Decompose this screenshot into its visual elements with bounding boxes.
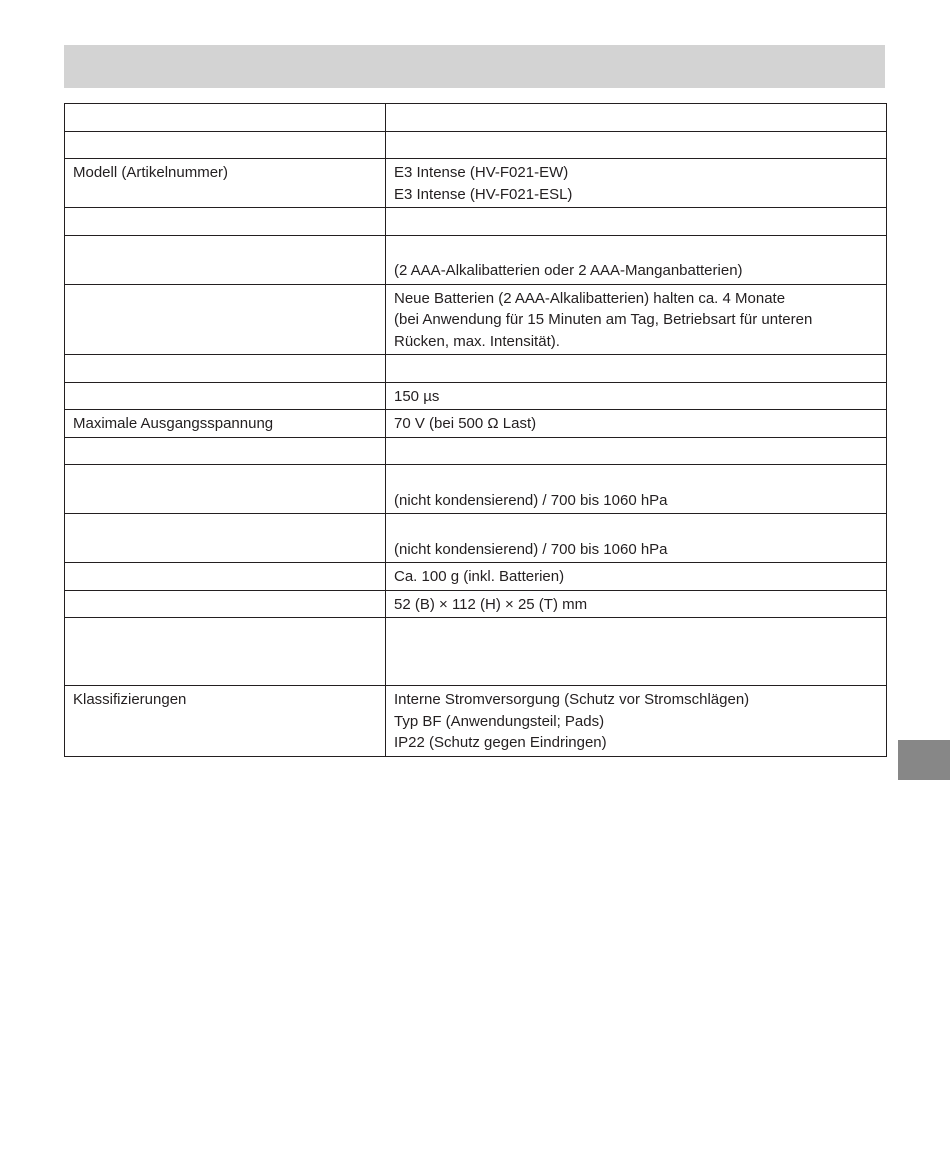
spec-label (73, 107, 377, 129)
spec-value-line: Neue Batterien (2 AAA-Alkalibatterien) halten ca. 4 Monate (394, 289, 786, 307)
spec-label-cell (65, 355, 386, 383)
table-row (65, 235, 887, 284)
spec-value-line: Interne Stromversorgung (Schutz vor Stromschlägen) (394, 691, 750, 708)
spec-value-line (394, 211, 878, 233)
table-row (65, 131, 887, 159)
spec-label-cell (65, 235, 386, 284)
spec-value-line: (nicht kondensierend) / 700 bis 1060 hPa (394, 491, 668, 509)
spec-label: Modell (Artikelnummer) (73, 164, 229, 181)
spec-label: Klassifizierungen (73, 691, 187, 708)
table-row (65, 284, 887, 355)
spec-value-line: E3 Intense (HV-F021-ESL) (394, 185, 573, 203)
spec-value-cell (386, 514, 887, 563)
spec-value-cell (386, 131, 887, 159)
spec-label-cell (65, 284, 386, 355)
spec-value-line (394, 107, 878, 129)
spec-label (73, 517, 377, 539)
spec-label-cell (65, 686, 386, 757)
spec-value-cell (386, 382, 887, 410)
table-row (65, 514, 887, 563)
table-row (65, 410, 887, 438)
spec-value-cell (386, 104, 887, 132)
spec-label-cell (65, 514, 386, 563)
table-row (65, 355, 887, 383)
spec-value-cell (386, 465, 887, 514)
spec-value-cell (386, 590, 887, 618)
table-row (65, 590, 887, 618)
spec-label (73, 386, 377, 408)
spec-label (73, 594, 377, 616)
spec-value-line: (nicht kondensierend) / 700 bis 1060 hPa (394, 540, 668, 558)
table-row (65, 208, 887, 236)
spec-label (73, 239, 377, 261)
spec-value-cell (386, 563, 887, 591)
spec-label: Maximale Ausgangsspannung (73, 415, 274, 432)
spec-label (73, 441, 377, 463)
spec-value-line (394, 358, 878, 380)
spec-label-cell (65, 590, 386, 618)
chapter-tab (898, 740, 950, 780)
table-row (65, 104, 887, 132)
spec-label (73, 468, 377, 490)
spec-value-line: (2 AAA-Alkalibatterien oder 2 AAA-Manganbatterien) (394, 262, 743, 279)
table-row (65, 159, 887, 208)
spec-label-cell (65, 159, 386, 208)
spec-value-cell (386, 159, 887, 208)
spec-label (73, 621, 377, 643)
spec-value-line (394, 517, 878, 539)
spec-value-line: 150 µs (394, 387, 440, 405)
spec-value-line: Typ BF (Anwendungsteil; Pads) (394, 712, 605, 730)
spec-label-cell (65, 382, 386, 410)
spec-value-line (394, 621, 878, 643)
spec-value-line (394, 135, 878, 157)
spec-value-cell (386, 410, 887, 438)
table-row (65, 686, 887, 757)
spec-value-line (394, 441, 878, 463)
table-row (65, 465, 887, 514)
specifications-table-body (65, 104, 887, 757)
spec-value-cell (386, 686, 887, 757)
spec-value-cell (386, 618, 887, 686)
spec-value-line: Ca. 100 g (inkl. Batterien) (394, 568, 565, 585)
spec-label-cell (65, 410, 386, 438)
spec-value-line: Rücken, max. Intensität). (394, 332, 560, 350)
spec-label-cell (65, 618, 386, 686)
spec-value-line (394, 239, 878, 261)
spec-value-cell (386, 284, 887, 355)
table-row (65, 382, 887, 410)
spec-value-cell (386, 355, 887, 383)
spec-value-line (394, 468, 878, 490)
spec-label-cell (65, 465, 386, 514)
spec-value-cell (386, 208, 887, 236)
spec-label (73, 288, 377, 310)
spec-label-cell (65, 208, 386, 236)
spec-value-line: 52 (B) × 112 (H) × 25 (T) mm (394, 595, 588, 613)
section-header-bar (64, 45, 885, 88)
table-row (65, 618, 887, 686)
table-row (65, 563, 887, 591)
spec-value-cell (386, 437, 887, 465)
spec-label-cell (65, 563, 386, 591)
table-row (65, 437, 887, 465)
specifications-table (64, 103, 887, 757)
spec-value-cell (386, 235, 887, 284)
spec-label (73, 358, 377, 380)
spec-label (73, 135, 377, 157)
spec-label-cell (65, 104, 386, 132)
spec-label (73, 566, 377, 588)
spec-value-line: E3 Intense (HV-F021-EW) (394, 164, 569, 181)
spec-label-cell (65, 131, 386, 159)
spec-label-cell (65, 437, 386, 465)
spec-value-line: IP22 (Schutz gegen Eindringen) (394, 734, 607, 751)
spec-label (73, 211, 377, 233)
spec-value-line: (bei Anwendung für 15 Minuten am Tag, Betriebsart für unteren (394, 311, 813, 328)
spec-value-line: 70 V (bei 500 Ω Last) (394, 415, 537, 432)
